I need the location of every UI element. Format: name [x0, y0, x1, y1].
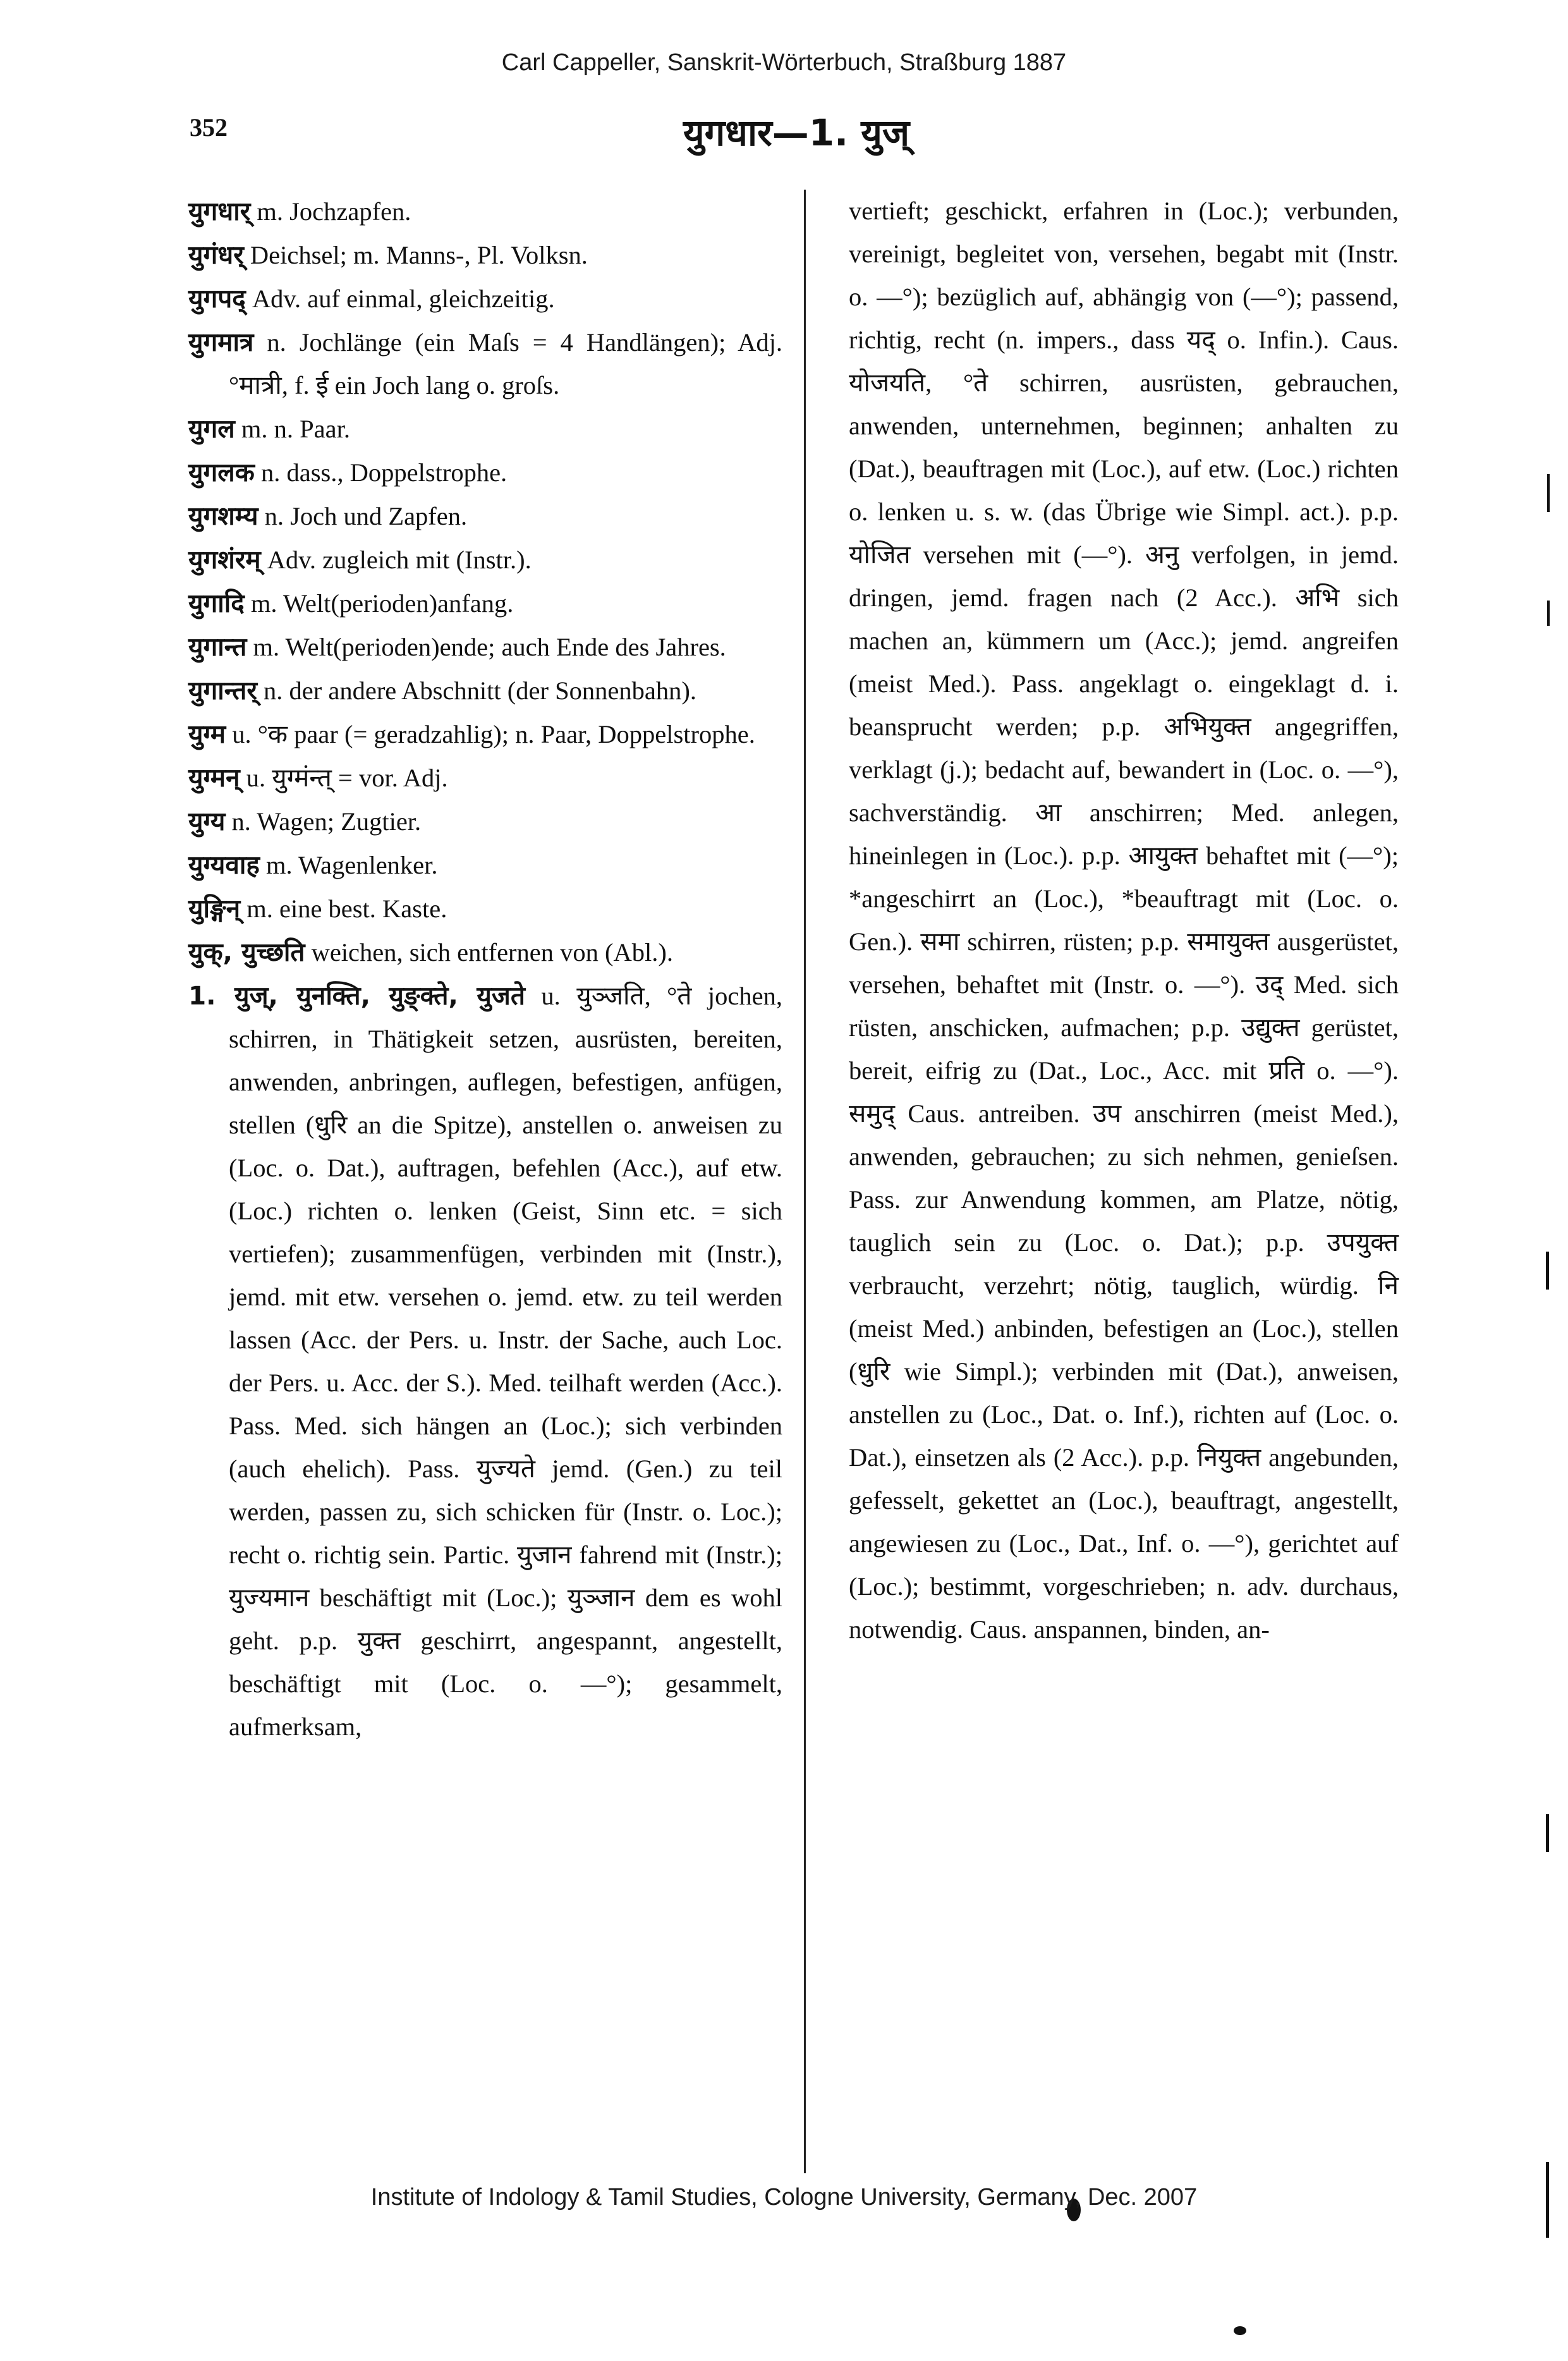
- dictionary-entry: [188, 190, 782, 233]
- continued-entry-text: vertieft; geschickt, erfahren in (Loc.); verbunden, vereinigt, begleitet von, versehen, begabt mit (Instr. o. —°); bezüglich auf, abhängig von (—°); passend, richtig, recht (n. impers., dass यद् o. Infin.). Caus. योजयति, °ते schirren, ausrüsten, gebrauchen, anwenden, unternehmen, beginnen; anhalten zu (Dat.), beauftragen mit (Loc.), auf etw. (Loc.) richten o. lenken u. s. w. (das Übrige wie Simpl. act.). p.p. योजित versehen mit (—°). अनु verfolgen, in jemd. dringen, jemd. fragen nach (2 Acc.). अभि sich machen an, kümmern um (Acc.); jemd. angreifen (meist Med.). Pass. angeklagt o. eingeklagt d. i. beansprucht werden; p.p. अभियुक्त angegriffen, verklagt (j.); bedacht auf, bewandert in (Loc. o. —°), sachverständig. आ anschirren; Med. anlegen, hineinlegen in (Loc.). p.p. आयुक्त behaftet mit (—°); *angeschirrt an (Loc.), *beauftragt mit (Loc. o. Gen.). समा schirren, rüsten; p.p. समायुक्त ausgerüstet, versehen, behaftet mit (Instr. o. —°). उद् Med. sich rüsten, anschicken, aufmachen; p.p. उद्युक्त gerüstet, bereit, eifrig zu (Dat., Loc., Acc. mit प्रति o. —°). समुद् Caus. antreiben. उप anschirren (meist Med.), anwenden, gebrauchen; zu sich nehmen, genieſsen. Pass. zur Anwendung kommen, am Platze, nötig, tauglich sein zu (Loc. o. Dat.); p.p. उपयुक्त verbraucht, verzehrt; nötig, tauglich, würdig. नि (meist Med.) anbinden, befestigen an (Loc.), stellen (धुरि wie Simpl.); verbinden mit (Dat.), anweisen, anstellen zu (Loc., Dat. o. Inf.), richten auf (Loc. o. Dat.), einsetzen als (2 Acc.). p.p. नियुक्त angebunden, gefesselt, gekettet an (Loc.), beauftragt, angestellt, angewiesen zu (Loc., Dat., Inf. o. —°), gerichtet auf (Loc.); bestimmt, vorgeschrieben; n. adv. durchaus, notwendig. Caus. anspannen, binden, an-: [849, 197, 1399, 1644]
- entry-headword: युगमात्र: [188, 327, 254, 357]
- dictionary-entry: [188, 887, 782, 930]
- ink-blot: [1234, 2326, 1246, 2335]
- entry-headword: युगशंरम्: [188, 544, 261, 575]
- entry-definition: n. der andere Abschnitt (der Sonnenbahn).: [257, 676, 696, 705]
- entry-definition: Deichsel; m. Manns-, Pl. Volksn.: [243, 241, 588, 269]
- dictionary-entry: [188, 320, 782, 407]
- left-column: [188, 190, 782, 1748]
- entry-headword: युगपद्: [188, 283, 246, 314]
- dictionary-entry: [188, 625, 782, 669]
- source-caption: Carl Cappeller, Sanskrit-Wörterbuch, Straßburg 1887: [501, 49, 1067, 76]
- entry-headword: युग्मन्: [188, 762, 240, 793]
- entry-headword: युग्यवाह: [188, 850, 260, 880]
- dictionary-entry: [188, 843, 782, 887]
- dictionary-entry: [188, 582, 782, 625]
- entry-headword: युगधार्: [188, 196, 251, 226]
- entry-headword: युगंधर्: [188, 240, 244, 270]
- entry-definition: m. n. Paar.: [234, 415, 350, 443]
- dictionary-entry: [188, 451, 782, 494]
- entry-definition: n. Joch und Zapfen.: [258, 502, 468, 530]
- entry-definition: n. Jochlänge (ein Maſs = 4 Handlängen); Adj. °मात्री, f. ई ein Joch lang o. groſs.: [229, 328, 782, 400]
- dictionary-entry: [188, 494, 782, 538]
- running-head: युगधार—1. युज्: [683, 111, 909, 154]
- entry-definition: weichen, sich entfernen von (Abl.).: [305, 938, 673, 967]
- entry-headword: युगल: [188, 413, 235, 444]
- entry-headword: युगान्त: [188, 631, 247, 662]
- entry-definition: m. Welt(perioden)anfang.: [244, 589, 514, 618]
- dictionary-entry: [188, 407, 782, 451]
- entry-definition: m. eine best. Kaste.: [240, 894, 447, 923]
- entry-headword: युक्, युच्छति: [188, 937, 305, 967]
- entry-headword: युगशम्य: [188, 501, 258, 531]
- entry-headword: युगान्तर्: [188, 675, 257, 705]
- right-column: [849, 190, 1399, 1651]
- entry-definition: n. Wagen; Zugtier.: [225, 807, 422, 836]
- scan-margin-mark: [1547, 601, 1550, 626]
- scan-margin-mark: [1547, 474, 1550, 512]
- entry-headword: युगलक: [188, 457, 255, 487]
- entry-definition: m. Welt(perioden)ende; auch Ende des Jahres.: [246, 633, 726, 661]
- entry-headword: युग्म: [188, 719, 226, 749]
- entry-definition: Adv. zugleich mit (Instr.).: [260, 546, 532, 574]
- scan-margin-mark: [1546, 1814, 1549, 1852]
- entry-headword: युग्य: [188, 806, 226, 836]
- page-number: 352: [190, 113, 228, 142]
- entry-definition: u. युग्मंन्त् = vor. Adj.: [240, 764, 448, 792]
- entry-headword: 1. युज्, युनक्ति, युङ्क्ते, युजते: [188, 980, 525, 1011]
- dictionary-entry: [188, 233, 782, 277]
- dictionary-entry: [188, 930, 782, 974]
- dictionary-entry: [188, 756, 782, 800]
- footer-caption: Institute of Indology & Tamil Studies, Cologne University, Germany, Dec. 2007: [370, 2184, 1198, 2211]
- entry-definition: m. Jochzapfen.: [250, 197, 411, 226]
- dictionary-entry: [188, 538, 782, 582]
- entry-definition: Adv. auf einmal, gleichzeitig.: [245, 284, 555, 313]
- entry-definition: u. युञ्जति, °ते jochen, schirren, in Thätigkeit setzen, ausrüsten, bereiten, anwenden, anbringen, auflegen, befestigen, anfügen, stellen (धुरि an die Spitze), anstellen o. anweisen zu (Loc. o. Dat.), auftragen, befehlen (Acc.), auf etw. (Loc.) richten o. lenken (Geist, Sinn etc. = sich vertiefen); zusammenfügen, verbinden mit (Instr.), jemd. mit etw. versehen o. jemd. etw. zu teil werden lassen (Acc. der Pers. u. Instr. der Sache, auch Loc. der Pers. u. Acc. der S.). Med. teilhaft werden (Acc.). Pass. Med. sich hängen an (Loc.); sich verbinden (auch ehelich). Pass. युज्यते jemd. (Gen.) zu teil werden, passen zu, sich schicken für (Instr. o. Loc.); recht o. richtig sein. Partic. युजान fahrend mit (Instr.); युज्यमान beschäftigt mit (Loc.); युञ्जान dem es wohl geht. p.p. युक्त geschirrt, angespannt, angestellt, beschäftigt mit (Loc. o. —°); gesammelt, aufmerksam,: [229, 982, 782, 1741]
- entry-headword: युगादि: [188, 588, 245, 618]
- column-divider: [804, 190, 806, 2173]
- dictionary-entry: [188, 277, 782, 320]
- dictionary-entry: [188, 712, 782, 756]
- dictionary-entry: [188, 800, 782, 843]
- entry-definition: m. Wagenlenker.: [259, 851, 438, 879]
- entry-headword: युङ्गिन्: [188, 893, 241, 924]
- dictionary-entry: [188, 974, 782, 1748]
- entry-definition: u. °क paar (= geradzahlig); n. Paar, Doppelstrophe.: [226, 720, 755, 748]
- entry-definition: n. dass., Doppelstrophe.: [254, 458, 507, 487]
- dictionary-entry: [188, 669, 782, 712]
- scan-margin-mark: [1546, 1252, 1549, 1290]
